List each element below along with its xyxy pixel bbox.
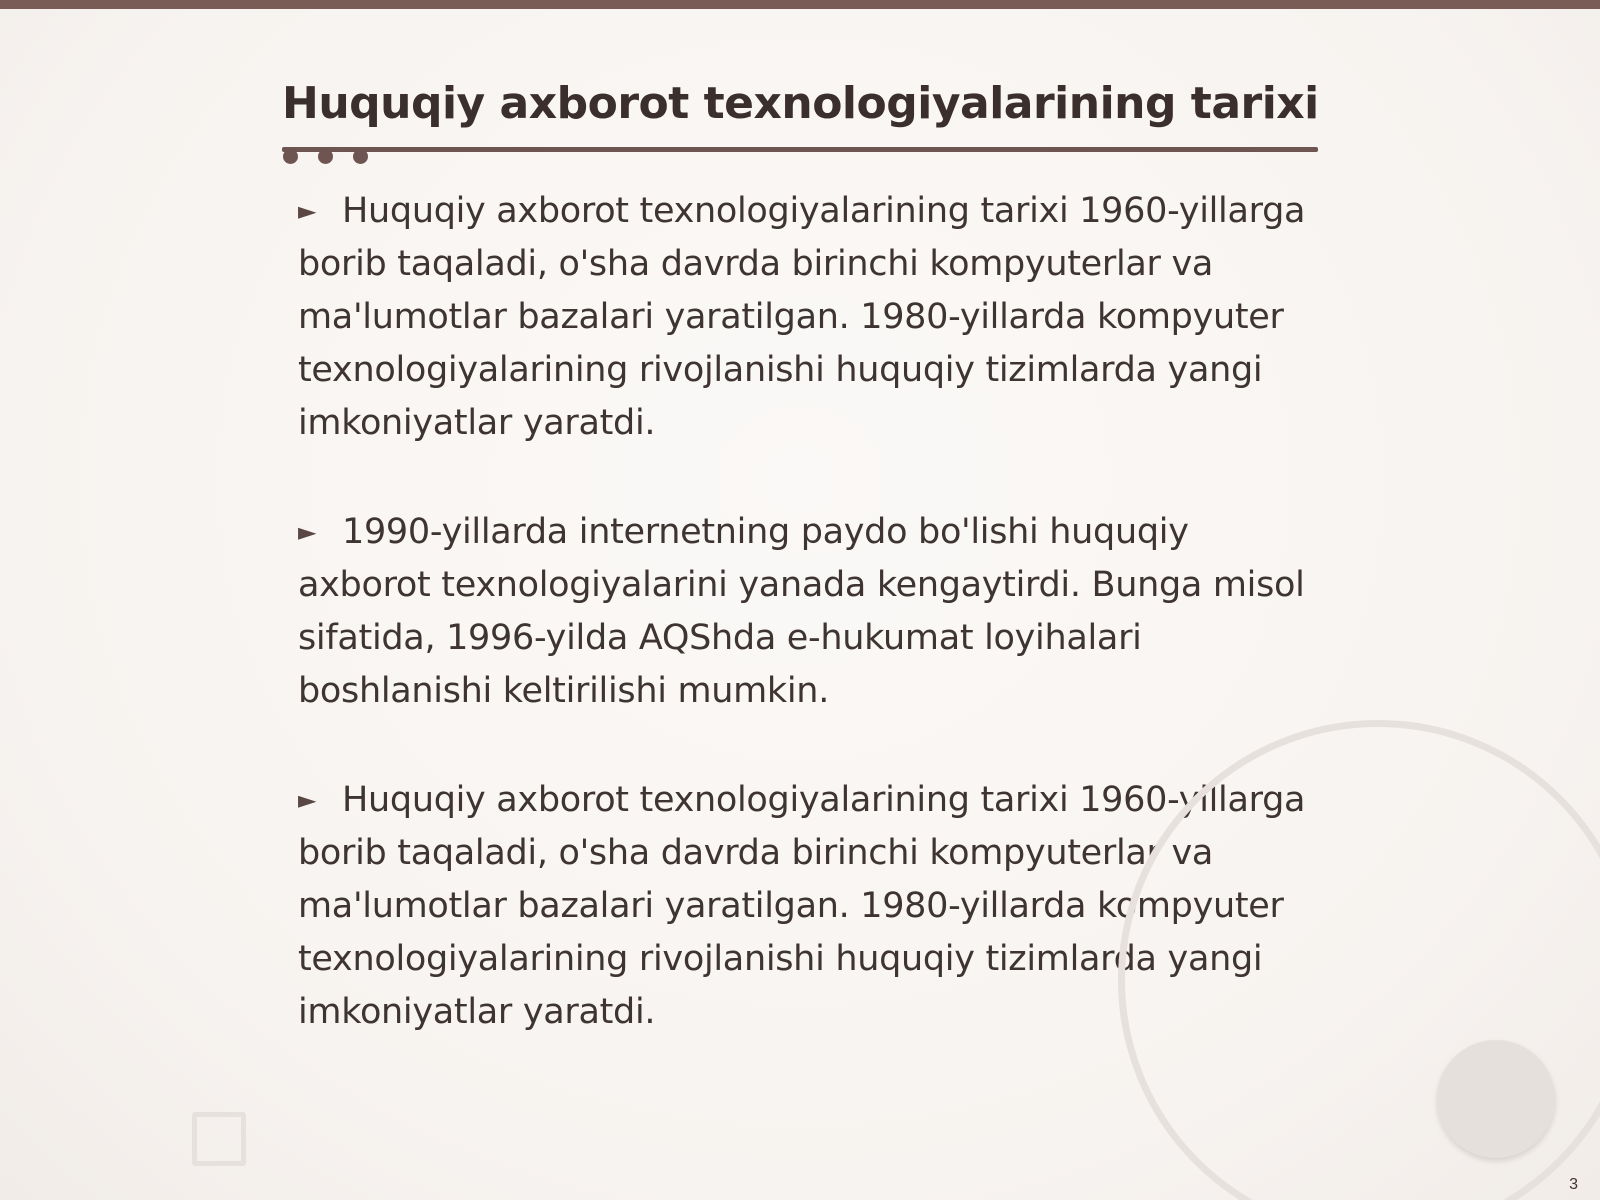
title-dot xyxy=(353,149,368,164)
triangle-bullet-icon: ► xyxy=(298,518,317,546)
decorative-square xyxy=(192,1112,246,1166)
title-dot xyxy=(283,149,298,164)
title-underline xyxy=(282,147,1318,152)
page-number: 3 xyxy=(1569,1176,1578,1193)
top-accent-bar xyxy=(0,0,1600,9)
bullet-item xyxy=(298,506,1308,718)
slide-title: Huquqiy axborot texnologiyalarining tarixi xyxy=(282,78,1319,129)
triangle-bullet-icon: ► xyxy=(298,786,317,814)
triangle-bullet-icon: ► xyxy=(298,197,317,225)
bullet-text: Huquqiy axborot texnologiyalarining tarixi 1960-yillarga borib taqaladi, o'sha davrda birinchi kompyuterlar va ma'lumotlar bazalari yaratilgan. 1980-yillarda kompyuter texnologiyalarining rivojlanishi huquqiy tizimlarda yangi imkoniyatlar yaratdi. xyxy=(298,191,1306,443)
bullet-text: Huquqiy axborot texnologiyalarining tarixi 1960-yillarga borib taqaladi, o'sha davrda birinchi kompyuterlar va ma'lumotlar bazalari yaratilgan. 1980-yillarda kompyuter texnologiyalarining rivojlanishi huquqiy tizimlarda yangi imkoniyatlar yaratdi. xyxy=(298,780,1306,1032)
bullet-item xyxy=(298,185,1308,450)
decorative-disc xyxy=(1437,1040,1555,1158)
title-dot xyxy=(318,149,333,164)
bullet-text: 1990-yillarda internetning paydo bo'lishi huquqiy axborot texnologiyalarini yanada kengaytirdi. Bunga misol sifatida, 1996-yilda AQShda e-hukumat loyihalari boshlanishi keltirilishi mumkin. xyxy=(298,512,1305,711)
